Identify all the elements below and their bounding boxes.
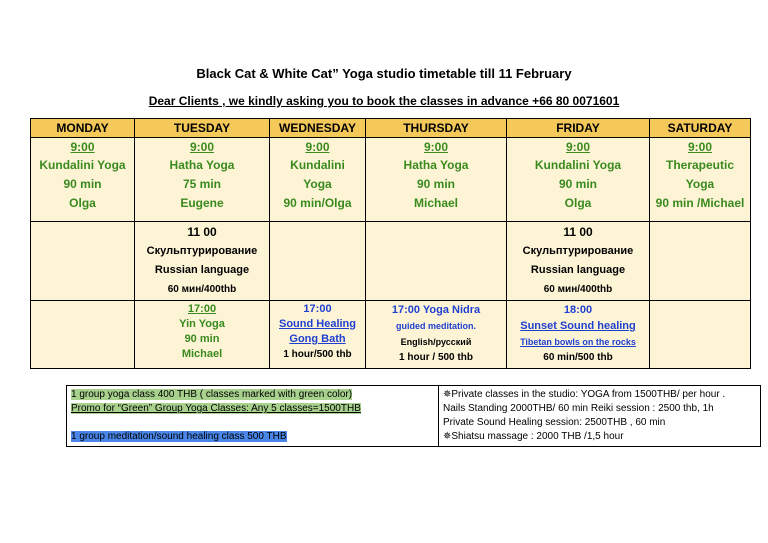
page-title: Black Cat & White Cat” Yoga studio timetable till 11 February: [196, 66, 572, 81]
class-description: Tibetan bowls on the rocks: [520, 337, 636, 347]
class-time: 9:00: [687, 140, 713, 154]
empty-cell: [650, 222, 751, 301]
class-language: English/русский: [400, 337, 472, 347]
class-cell-tuesday-morning: [135, 138, 270, 222]
meditation-price: [71, 430, 434, 444]
meditation-price-text: 1 group meditation/sound healing class 500 THB: [71, 431, 287, 442]
class-name: Скульптурирование: [522, 245, 634, 257]
class-cell-tuesday-evening: [135, 301, 270, 369]
class-cell-friday-midday: [507, 222, 650, 301]
empty-cell: [366, 222, 507, 301]
class-time-name: 17:00 Yoga Nidra: [391, 304, 481, 316]
class-name-cont: Yoga: [303, 177, 332, 191]
day-header-saturday: SATURDAY: [650, 119, 751, 138]
class-name: Kundalini Yoga: [39, 158, 126, 172]
class-teacher: Olga: [564, 196, 592, 210]
class-cell-thursday-evening: [366, 301, 507, 369]
class-teacher: Eugene: [180, 196, 224, 210]
table-row: [31, 222, 751, 301]
class-teacher: Michael: [181, 348, 223, 360]
booking-notice: Dear Clients , we kindly asking you to book the classes in advance +66 80 0071601: [148, 94, 620, 108]
class-name: Hatha Yoga: [403, 158, 469, 172]
class-cell-saturday-morning: [650, 138, 751, 222]
class-duration: 90 min: [63, 177, 102, 191]
class-duration: 90 min: [184, 333, 220, 345]
pricing-info-table: [66, 385, 761, 447]
shiatsu-price: ✵Shiatsu massage : 2000 THB /1,5 hour: [443, 431, 624, 442]
class-duration-price: 60 min/500 thb: [543, 352, 613, 363]
day-header-friday: FRIDAY: [507, 119, 650, 138]
class-duration-teacher: 90 min/Olga: [283, 196, 352, 210]
class-name: Sunset Sound healing: [520, 320, 636, 332]
class-subtitle: Gong Bath: [289, 333, 346, 345]
empty-cell: [31, 222, 135, 301]
class-time: 11 00: [563, 225, 593, 239]
day-header-monday: MONDAY: [31, 119, 135, 138]
empty-cell: [650, 301, 751, 369]
group-class-price-text: 1 group yoga class 400 THB ( classes marked with green color): [71, 389, 353, 400]
nails-reiki-price: Nails Standing 2000THB/ 60 min Reiki session : 2500 thb, 1h: [443, 403, 714, 414]
group-class-price: [71, 388, 434, 402]
class-time: 11 00: [187, 225, 217, 239]
day-header-thursday: THURSDAY: [366, 119, 507, 138]
day-header-tuesday: TUESDAY: [135, 119, 270, 138]
table-row: [31, 138, 751, 222]
class-name: Скульптурирование: [146, 245, 258, 257]
class-name: Therapeutic: [665, 158, 734, 172]
class-time: 17:00: [187, 303, 217, 315]
class-duration: 75 min: [182, 177, 221, 191]
class-duration-teacher: 90 min /Michael: [655, 196, 745, 210]
class-time: 18:00: [563, 304, 593, 316]
class-name: Kundalini: [290, 158, 345, 172]
class-cell-friday-morning: [507, 138, 650, 222]
day-header-wednesday: WEDNESDAY: [270, 119, 366, 138]
class-name: Kundalini Yoga: [534, 158, 622, 172]
class-language: Russian language: [530, 264, 626, 276]
class-time: 9:00: [189, 140, 215, 154]
class-cell-thursday-morning: [366, 138, 507, 222]
class-duration-price: 1 hour/500 thb: [283, 349, 352, 360]
class-duration: 90 min: [558, 177, 597, 191]
class-time: 9:00: [565, 140, 591, 154]
class-name: Hatha Yoga: [169, 158, 235, 172]
private-classes-price: ✵Private classes in the studio: YOGA from 1500THB/ per hour .: [443, 389, 726, 400]
class-duration-price: 60 мин/400thb: [543, 284, 613, 295]
class-name-cont: Yoga: [685, 177, 715, 191]
class-duration-price: 1 hour / 500 thb: [399, 352, 473, 363]
empty-cell: [31, 301, 135, 369]
class-duration: 90 min: [416, 177, 455, 191]
header-row: [31, 119, 751, 138]
class-name: Yin Yoga: [179, 318, 225, 330]
promo-offer: [71, 402, 434, 416]
class-description: guided meditation.: [396, 321, 476, 331]
timetable: [30, 118, 751, 369]
class-time: 9:00: [423, 140, 449, 154]
class-cell-tuesday-midday: [135, 222, 270, 301]
table-row: [31, 301, 751, 369]
class-language: Russian language: [154, 264, 250, 276]
class-time: 9:00: [70, 140, 95, 154]
class-name: Sound Healing: [279, 318, 356, 330]
class-cell-monday-morning: [31, 138, 135, 222]
promo-offer-text: Promo for “Green” Group Yoga Classes: Any 5 classes=1500THB: [71, 403, 361, 414]
class-duration-price: 60 мин/400thb: [167, 284, 237, 295]
private-sound-healing-price: Private Sound Healing session: 2500THB , 60 min: [443, 417, 666, 428]
empty-cell: [270, 222, 366, 301]
class-time: 17:00: [303, 303, 332, 315]
class-time: 9:00: [305, 140, 330, 154]
private-services-cell: [439, 386, 761, 447]
class-cell-friday-evening: [507, 301, 650, 369]
spacer: [71, 416, 434, 430]
group-pricing-cell: [67, 386, 439, 447]
class-teacher: Olga: [69, 196, 96, 210]
class-teacher: Michael: [413, 196, 458, 210]
class-cell-wednesday-morning: [270, 138, 366, 222]
class-cell-wednesday-evening: [270, 301, 366, 369]
